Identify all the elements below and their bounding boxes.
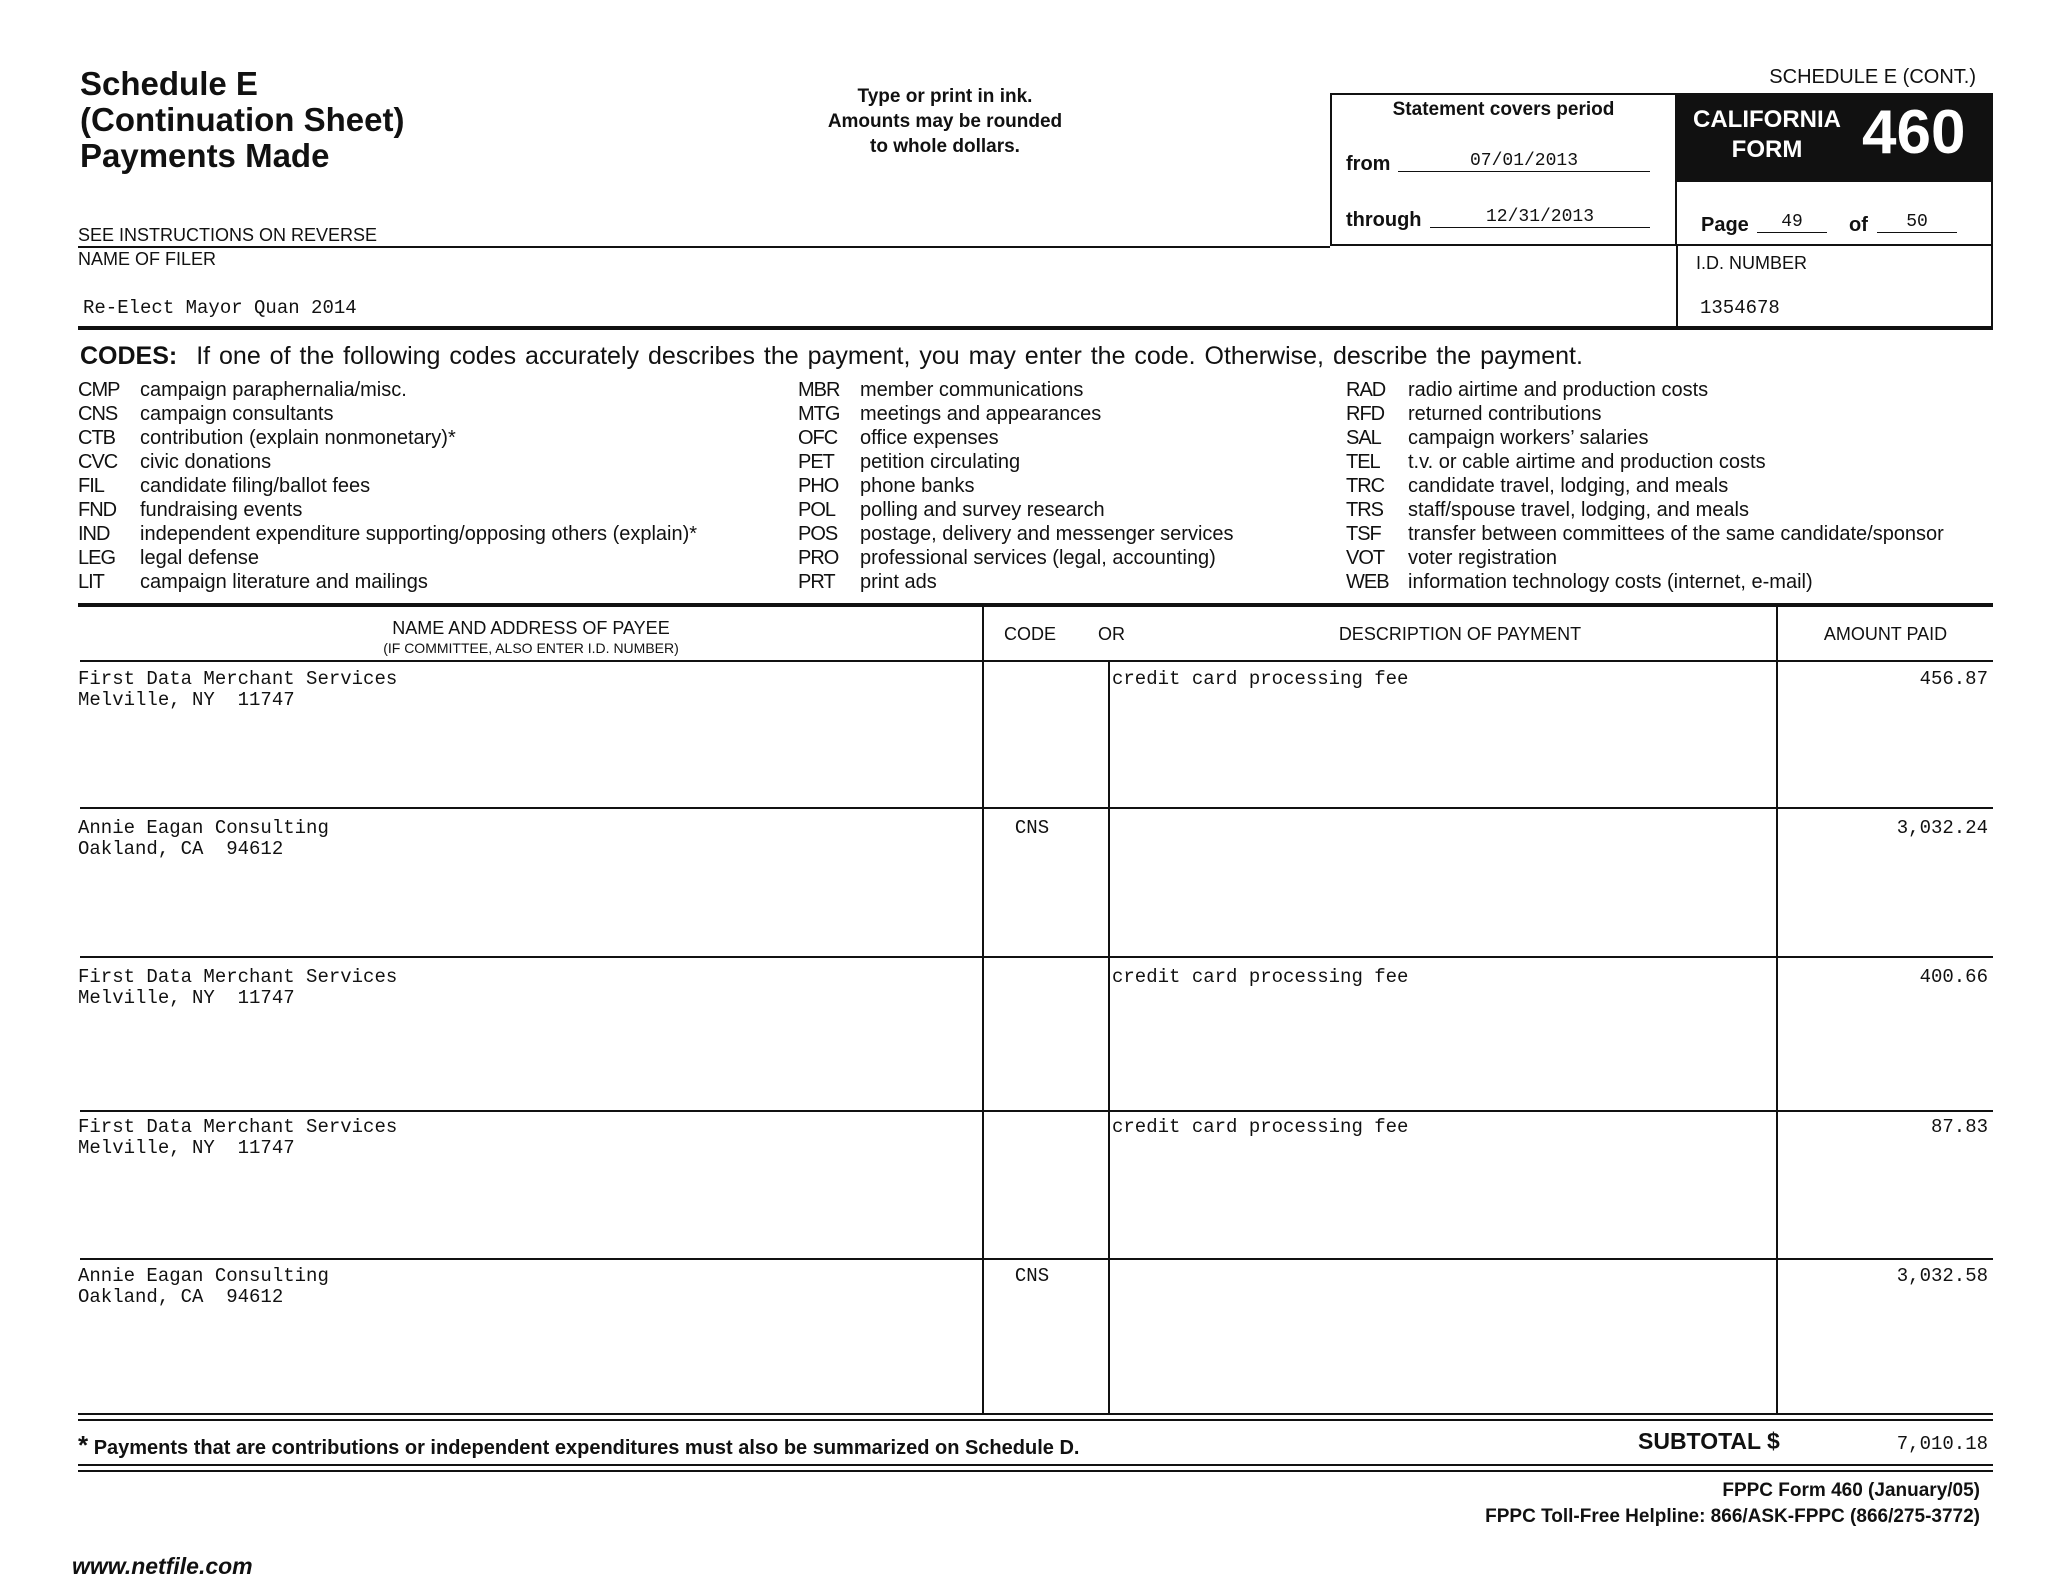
code-abbr: LEG [78, 547, 116, 569]
payee-address: Oakland, CA 94612 [78, 838, 284, 860]
payee-header-sublabel: (IF COMMITTEE, ALSO ENTER I.D. NUMBER) [383, 640, 679, 656]
code-item [1346, 426, 1944, 450]
code-item [1346, 570, 1944, 594]
code-abbr: TRC [1346, 475, 1385, 497]
code-desc: campaign workers’ salaries [1408, 427, 1649, 449]
code-item [78, 498, 697, 522]
payee-name: First Data Merchant Services [78, 668, 398, 690]
header-amount: AMOUNT PAID [1823, 624, 1948, 644]
statement-period-label: Statement covers period [1392, 99, 1615, 120]
code-abbr: CNS [78, 403, 118, 425]
code-item [78, 522, 697, 546]
code-abbr: SAL [1346, 427, 1381, 449]
payee-address: Oakland, CA 94612 [78, 1286, 284, 1308]
helpline: FPPC Toll-Free Helpline: 866/ASK-FPPC (866/275-3772) [1485, 1506, 1980, 1527]
california-label: CALIFORNIA [1693, 106, 1841, 133]
subtotal-label: SUBTOTAL $ [1638, 1428, 1780, 1454]
code-desc: voter registration [1408, 547, 1557, 569]
code-abbr: OFC [798, 427, 838, 449]
payment-description: credit card processing fee [1112, 668, 1409, 690]
page-label: Page [1701, 214, 1749, 236]
code-item [78, 474, 697, 498]
code-desc: postage, delivery and messenger services [860, 523, 1234, 545]
code-desc: candidate filing/ballot fees [140, 475, 371, 497]
from-date-field[interactable]: 07/01/2013 [1398, 151, 1650, 172]
column-rule [982, 603, 984, 1413]
code-desc: professional services (legal, accounting) [860, 547, 1216, 569]
payment-code: CNS [1014, 1265, 1050, 1287]
payment-description: credit card processing fee [1112, 1116, 1409, 1138]
codes-title: CODES: [80, 342, 178, 370]
code-desc: office expenses [860, 427, 999, 449]
code-desc: petition circulating [860, 451, 1021, 473]
codes-column-3 [1346, 378, 1944, 594]
form-number: 460 [1862, 98, 1966, 167]
title-line: Payments Made [80, 137, 330, 174]
asterisk: * [78, 1430, 89, 1460]
code-item [78, 450, 697, 474]
payee-name: Annie Eagan Consulting [78, 1265, 329, 1287]
code-item [78, 378, 697, 402]
codes-column-1 [78, 378, 697, 594]
title-line: (Continuation Sheet) [80, 101, 405, 138]
code-desc: print ads [860, 571, 937, 593]
code-desc: transfer between committees of the same candidate/sponsor [1408, 523, 1944, 545]
schedule-title [80, 66, 404, 174]
through-label: through [1346, 209, 1422, 231]
code-item [1346, 522, 1944, 546]
row-divider [80, 956, 1993, 958]
code-abbr: POL [798, 499, 836, 521]
code-abbr: IND [78, 523, 110, 545]
code-item [798, 522, 1234, 546]
column-rule [1108, 660, 1110, 1413]
code-desc: meetings and appearances [860, 403, 1102, 425]
code-abbr: TEL [1346, 451, 1380, 473]
form-footer-info [1485, 1478, 1980, 1530]
ink-instructions [820, 84, 1070, 159]
code-desc: t.v. or cable airtime and production costs [1408, 451, 1766, 473]
code-abbr: PRO [798, 547, 839, 569]
code-desc: civic donations [140, 451, 272, 473]
code-abbr: PRT [798, 571, 835, 593]
code-abbr: FND [78, 499, 117, 521]
divider [78, 246, 1330, 248]
codes-instructions: If one of the following codes accurately describes the payment, you may enter the code. Otherwise, describe the payment. [196, 342, 1583, 370]
form-version: FPPC Form 460 (January/05) [1722, 1480, 1980, 1501]
schedule-d-note-text: Payments that are contributions or independent expenditures must also be summarized on Schedule D. [93, 1437, 1080, 1459]
payee-name: First Data Merchant Services [78, 1116, 398, 1138]
code-item [798, 570, 1234, 594]
see-instructions: SEE INSTRUCTIONS ON REVERSE [78, 225, 378, 245]
code-desc: fundraising events [140, 499, 303, 521]
amount-paid: 87.83 [1930, 1116, 1988, 1138]
row-divider [80, 1110, 1993, 1112]
code-desc: phone banks [860, 475, 975, 497]
code-desc: campaign literature and mailings [140, 571, 428, 593]
code-item [1346, 474, 1944, 498]
form-label: FORM [1731, 136, 1803, 163]
code-abbr: TSF [1346, 523, 1381, 545]
name-of-filer-field[interactable]: Re-Elect Mayor Quan 2014 [83, 297, 357, 319]
instruction-line: Type or print in ink. [857, 86, 1033, 107]
code-item [78, 570, 697, 594]
header-code: CODE [1004, 624, 1057, 644]
code-desc: polling and survey research [860, 499, 1105, 521]
row-divider [80, 1258, 1993, 1260]
divider [78, 1413, 1993, 1415]
code-abbr: VOT [1346, 547, 1385, 569]
header-description: DESCRIPTION OF PAYMENT [1338, 624, 1582, 644]
code-item [78, 546, 697, 570]
code-desc: independent expenditure supporting/opposing others (explain)* [140, 523, 698, 545]
code-item [798, 378, 1234, 402]
header-or: OR [1098, 624, 1125, 644]
page-total-field[interactable]: 50 [1877, 212, 1957, 233]
divider [78, 1419, 1993, 1421]
code-item [798, 402, 1234, 426]
schedule-d-note [78, 1430, 1079, 1461]
header-payee [78, 618, 984, 658]
code-item [1346, 378, 1944, 402]
code-item [1346, 450, 1944, 474]
code-abbr: LIT [78, 571, 104, 593]
divider [78, 1470, 1993, 1472]
code-desc: legal defense [140, 547, 259, 569]
payee-name: Annie Eagan Consulting [78, 817, 329, 839]
page-number-box [1677, 180, 1993, 246]
id-number-box [1676, 246, 1993, 329]
payee-address: Melville, NY 11747 [78, 689, 295, 711]
code-item [78, 426, 697, 450]
amount-paid: 456.87 [1919, 668, 1988, 690]
code-abbr: PHO [798, 475, 839, 497]
california-form-box [1677, 93, 1993, 182]
amount-paid: 3,032.58 [1896, 1265, 1988, 1287]
payment-code: CNS [1014, 817, 1050, 839]
payee-name: First Data Merchant Services [78, 966, 398, 988]
row-divider [80, 807, 1993, 809]
code-abbr: CTB [78, 427, 115, 449]
code-item [798, 498, 1234, 522]
code-desc: staff/spouse travel, lodging, and meals [1408, 499, 1749, 521]
website-link[interactable]: www.netfile.com [72, 1553, 253, 1579]
id-number-field[interactable]: 1354678 [1700, 297, 1780, 319]
instruction-line: Amounts may be rounded [827, 111, 1063, 132]
code-desc: returned contributions [1408, 403, 1602, 425]
code-abbr: CMP [78, 379, 120, 401]
code-desc: member communications [860, 379, 1084, 401]
subtotal-value: 7,010.18 [1896, 1433, 1988, 1455]
amount-paid: 400.66 [1919, 966, 1988, 988]
code-item [798, 450, 1234, 474]
code-abbr: MTG [798, 403, 840, 425]
code-abbr: PET [798, 451, 834, 473]
codes-heading [80, 342, 1583, 371]
code-item [1346, 546, 1944, 570]
code-desc: candidate travel, lodging, and meals [1408, 475, 1729, 497]
id-number-label: I.D. NUMBER [1696, 253, 1808, 273]
code-abbr: TRS [1346, 499, 1383, 521]
code-item [1346, 402, 1944, 426]
code-item [798, 546, 1234, 570]
code-item [798, 426, 1234, 450]
column-rule [1776, 603, 1778, 1413]
instruction-line: to whole dollars. [870, 136, 1020, 157]
code-item [798, 474, 1234, 498]
code-abbr: MBR [798, 379, 840, 401]
of-label: of [1849, 214, 1868, 236]
code-abbr: POS [798, 523, 838, 545]
code-desc: campaign paraphernalia/misc. [140, 379, 407, 401]
code-abbr: WEB [1346, 571, 1389, 593]
schedule-cont-label: SCHEDULE E (CONT.) [1769, 66, 1976, 88]
code-item [1346, 498, 1944, 522]
code-abbr: FIL [78, 475, 104, 497]
code-desc: radio airtime and production costs [1408, 379, 1709, 401]
divider [78, 326, 1993, 330]
code-item [78, 402, 697, 426]
divider [80, 660, 1993, 662]
payment-description: credit card processing fee [1112, 966, 1409, 988]
code-desc: contribution (explain nonmonetary)* [140, 427, 456, 449]
amount-paid: 3,032.24 [1896, 817, 1988, 839]
divider [78, 603, 1993, 607]
code-abbr: RAD [1346, 379, 1386, 401]
statement-period-box [1330, 93, 1677, 246]
payee-header-label: NAME AND ADDRESS OF PAYEE [392, 618, 670, 638]
title-line: Schedule E [80, 65, 258, 102]
code-abbr: CVC [78, 451, 118, 473]
code-desc: information technology costs (internet, e-mail) [1408, 571, 1813, 593]
through-date-field[interactable]: 12/31/2013 [1430, 207, 1650, 228]
code-abbr: RFD [1346, 403, 1385, 425]
payee-address: Melville, NY 11747 [78, 987, 295, 1009]
divider [78, 1464, 1993, 1466]
codes-column-2 [798, 378, 1234, 594]
name-of-filer-label: NAME OF FILER [78, 249, 217, 269]
code-desc: campaign consultants [140, 403, 334, 425]
payee-address: Melville, NY 11747 [78, 1137, 295, 1159]
from-label: from [1346, 153, 1391, 175]
page-number-field[interactable]: 49 [1757, 212, 1827, 233]
